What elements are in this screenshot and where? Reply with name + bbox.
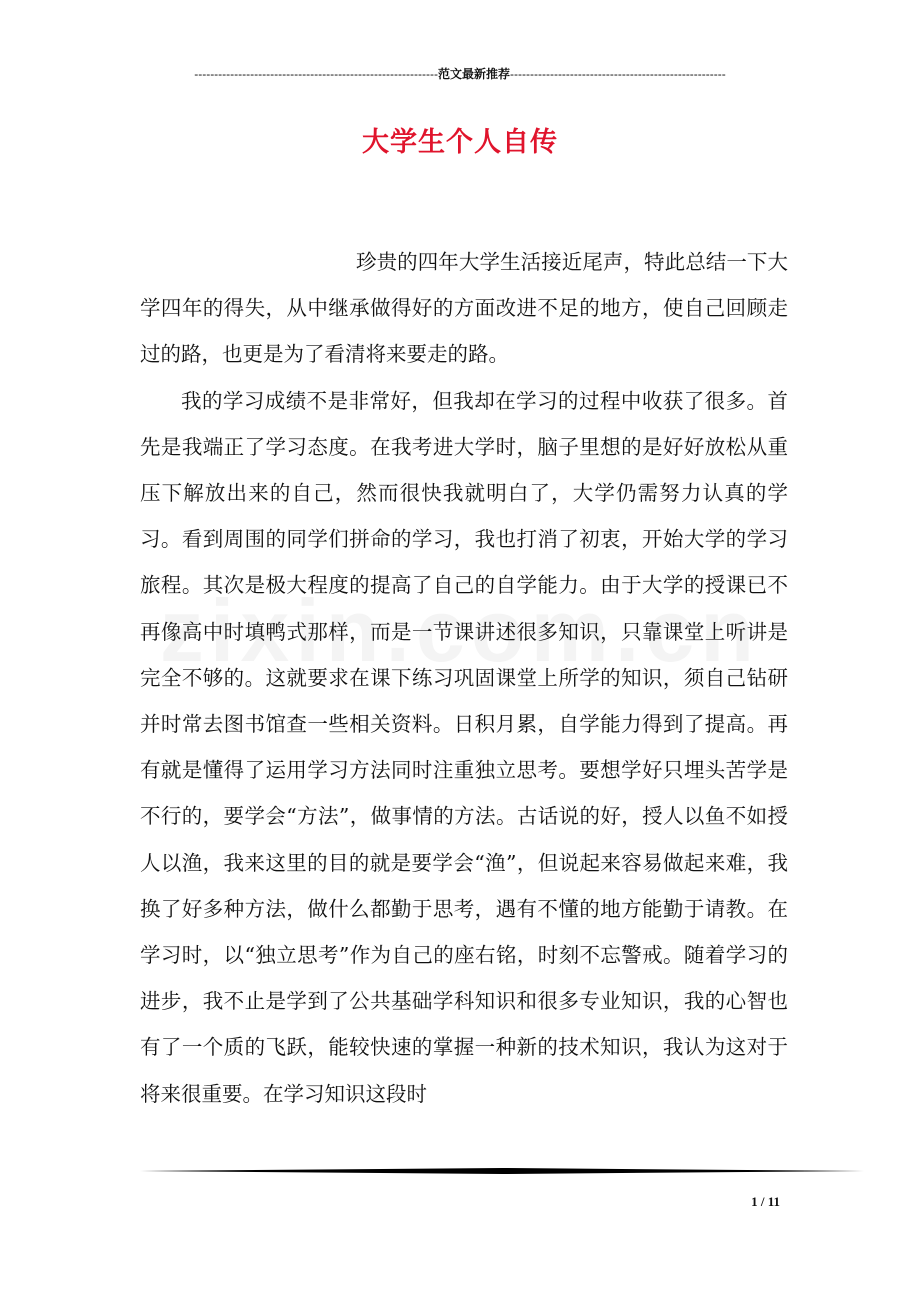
document-title: 大学生个人自传: [362, 127, 558, 158]
footer-rule: [140, 1168, 864, 1174]
header-label: 范文最新推荐: [437, 67, 510, 81]
paragraph-intro: 珍贵的四年大学生活接近尾声，特此总结一下大学四年的得失，从中继承做得好的方面改进不足的地方，使自己回顾走过的路，也更是为了看清将来要走的路。: [140, 250, 788, 367]
page-header: [140, 66, 780, 82]
paragraph-study: 我的学习成绩不是非常好，但我却在学习的过程中收获了很多。首先是我端正了学习态度。在我考进大学时，脑子里想的是好好放松从重压下解放出来的自己，然而很快我就明白了，大学仍需努力认真的学习。看到周围的同学们拼命的学习，我也打消了初衷，开始大学的学习旅程。其次是极大程度的提高了自己的自学能力。由于大学的授课已不再像高中时填鸭式那样，而是一节课讲述很多知识，只靠课堂上听讲是完全不够的。这就要求在课下练习巩固课堂上所学的知识，须自己钻研并时常去图书馆查一些相关资料。日积月累，自学能力得到了提高。再有就是懂得了运用学习方法同时注重独立思考。要想学好只埋头苦学是不行的，要学会“方法”，做事情的方法。古话说的好，授人以鱼不如授人以渔，我来这里的目的就是要学会“渔”，但说起来容易做起来难，我换了好多种方法，做什么都勤于思考，遇有不懂的地方能勤于请教。在学习时，以“独立思考”作为自己的座右铭，时刻不忘警戒。随着学习的进步，我不止是学到了公共基础学科知识和很多专业知识，我的心智也有了一个质的飞跃，能较快速的掌握一种新的技术知识，我认为这对于将来很重要。在学习知识这段时: [140, 388, 788, 1106]
header-dashes-right: ------------------------------------------------------: [509, 67, 726, 81]
page-number: 1 / 11: [751, 1194, 780, 1209]
document-body: [140, 239, 788, 1117]
header-dashes-left: -------------------------------------------------------------: [194, 67, 438, 81]
